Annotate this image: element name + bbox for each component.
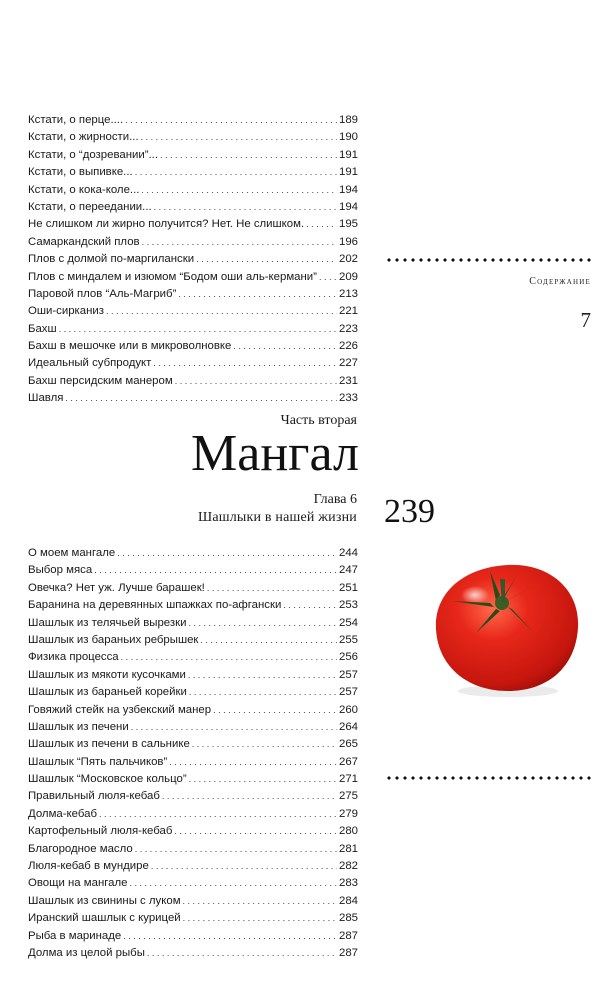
dot-leader bbox=[233, 338, 337, 355]
dot-leader bbox=[162, 788, 337, 805]
toc-entry bbox=[28, 771, 358, 788]
toc-entry bbox=[28, 754, 358, 771]
toc-entry-page: 209 bbox=[338, 270, 358, 283]
toc-entry bbox=[28, 632, 358, 649]
toc-entry bbox=[28, 355, 358, 372]
toc-entry-title: Кстати, о переедании... bbox=[28, 200, 152, 213]
dot-leader bbox=[147, 945, 337, 962]
toc-entry bbox=[28, 597, 358, 614]
dot-leader bbox=[142, 234, 337, 251]
dot-leader bbox=[188, 667, 337, 684]
toc-entry-title: Шашлык из печени в сальнике bbox=[28, 738, 190, 751]
toc-entry bbox=[28, 910, 358, 927]
chapter-label: Глава 6 bbox=[313, 492, 357, 507]
toc-entry-title: Шашлык “Пять пальчиков” bbox=[28, 755, 168, 768]
toc-entry-page: 280 bbox=[338, 825, 358, 838]
dot-leader bbox=[121, 649, 337, 666]
toc-entry-page: 255 bbox=[338, 633, 358, 646]
toc-entry-page: 195 bbox=[338, 218, 358, 231]
dot-leader bbox=[306, 216, 337, 233]
toc-entry-title: Физика процесса bbox=[28, 651, 119, 664]
toc-entry bbox=[28, 928, 358, 945]
toc-entry bbox=[28, 199, 358, 216]
toc-entry bbox=[28, 649, 358, 666]
toc-entry-title: Шашлык “Московское кольцо” bbox=[28, 773, 187, 786]
toc-entry-title: Долма-кебаб bbox=[28, 807, 97, 820]
toc-entry bbox=[28, 788, 358, 805]
toc-entry-page: 264 bbox=[338, 720, 358, 733]
toc-entry-title: Самаркандский плов bbox=[28, 235, 140, 248]
toc-entry bbox=[28, 719, 358, 736]
toc-entry-page: 213 bbox=[338, 287, 358, 300]
toc-entry-title: Рыба в маринаде bbox=[28, 929, 122, 942]
toc-entry bbox=[28, 684, 358, 701]
toc-entry bbox=[28, 234, 358, 251]
dot-leader bbox=[125, 112, 337, 129]
toc-entry-page: 253 bbox=[338, 599, 358, 612]
toc-entry-title: Бахш персидским манером bbox=[28, 374, 173, 387]
toc-entry-page: 283 bbox=[338, 877, 358, 890]
toc-entry-page: 282 bbox=[338, 860, 358, 873]
toc-entry-page: 244 bbox=[338, 547, 358, 559]
toc-entry-page: 223 bbox=[338, 322, 358, 335]
dot-leader bbox=[169, 754, 337, 771]
dot-leader bbox=[135, 841, 337, 858]
dot-leader bbox=[183, 910, 337, 927]
toc-entry-title: Бахш в мешочке или в микроволновке bbox=[28, 340, 232, 353]
toc-entry bbox=[28, 562, 358, 579]
toc-entry-page: 285 bbox=[338, 912, 358, 925]
toc-entry-page: 196 bbox=[338, 235, 358, 248]
chapter-title: Шашлыки в нашей жизни bbox=[198, 510, 357, 525]
dot-leader bbox=[94, 562, 337, 579]
toc-entry-title: Кстати, о выпивке... bbox=[28, 166, 133, 179]
toc-entry-title: Шашлык из бараньей корейки bbox=[28, 686, 187, 699]
toc-entry-title: Шашлык из телячьей вырезки bbox=[28, 616, 187, 629]
toc-entry-title: Люля-кебаб в мундире bbox=[28, 860, 149, 873]
toc-entry bbox=[28, 373, 358, 390]
toc-entry-page: 257 bbox=[338, 668, 358, 681]
toc-entry-page: 265 bbox=[338, 738, 358, 751]
toc-entry-title: Идеальный субпродукт bbox=[28, 357, 152, 370]
toc-entry-title: Картофельный люля-кебаб bbox=[28, 825, 173, 838]
toc-entry-title: Говяжий стейк на узбекский манер bbox=[28, 703, 212, 716]
dot-leader bbox=[141, 182, 337, 199]
toc-entry-title: Паровой плов “Аль-Магриб” bbox=[28, 287, 177, 300]
toc-entry bbox=[28, 667, 358, 684]
toc-entry-page: 287 bbox=[338, 946, 358, 959]
toc-entry bbox=[28, 858, 358, 875]
toc-entry-title: Шашлык из мякоти кусочками bbox=[28, 668, 186, 681]
toc-entry bbox=[28, 303, 358, 320]
toc-entry bbox=[28, 338, 358, 355]
toc-entry bbox=[28, 390, 358, 407]
toc-entry-title: Шашлык из свинины с луком bbox=[28, 894, 181, 907]
dotted-rule-top bbox=[385, 258, 595, 262]
toc-entry-page: 267 bbox=[338, 755, 358, 768]
dot-leader bbox=[189, 771, 337, 788]
toc-entry-page: 190 bbox=[338, 131, 358, 144]
toc-entry-title: Выбор мяса bbox=[28, 564, 93, 577]
toc-entry-page: 202 bbox=[338, 253, 358, 266]
toc-entry-title: Благородное масло bbox=[28, 842, 133, 855]
toc-entry-page: 231 bbox=[338, 374, 358, 387]
toc-entry-page: 221 bbox=[338, 305, 358, 318]
chapter-page-number: 239 bbox=[384, 493, 435, 530]
dotted-rule-bottom bbox=[385, 776, 595, 780]
toc-entry-page: 194 bbox=[338, 183, 358, 196]
toc-entry bbox=[28, 321, 358, 338]
part-title: Мангал bbox=[191, 425, 359, 482]
dot-leader bbox=[207, 580, 337, 597]
dot-leader bbox=[135, 164, 337, 181]
toc-entry-title: Плов с долмой по-маргилански bbox=[28, 253, 195, 266]
toc-entry bbox=[28, 147, 358, 164]
toc-entry bbox=[28, 702, 358, 719]
toc-entry bbox=[28, 875, 358, 892]
toc-entry-page: 260 bbox=[338, 703, 358, 716]
toc-entry-page: 191 bbox=[338, 166, 358, 179]
dot-leader bbox=[189, 684, 337, 701]
toc-entry-page: 247 bbox=[338, 564, 358, 577]
dot-leader bbox=[151, 858, 337, 875]
toc-entry-title: Плов с миндалем и изюмом “Бодом оши аль-кермани” bbox=[28, 270, 317, 283]
dot-leader bbox=[200, 632, 337, 649]
dot-leader bbox=[65, 390, 337, 407]
toc-entry bbox=[28, 545, 358, 562]
toc-entry-page: 194 bbox=[338, 200, 358, 213]
toc-entry-page: 256 bbox=[338, 651, 358, 664]
dot-leader bbox=[99, 806, 337, 823]
dot-leader bbox=[178, 286, 337, 303]
toc-entry-page: 226 bbox=[338, 340, 358, 353]
toc-entry-title: Шавля bbox=[28, 392, 64, 405]
page-number: 7 bbox=[580, 308, 591, 332]
toc-entry-page: 251 bbox=[338, 581, 358, 594]
toc-entry bbox=[28, 945, 358, 962]
toc-entry-page: 191 bbox=[338, 148, 358, 161]
toc-entry-page: 287 bbox=[338, 929, 358, 942]
dot-leader bbox=[160, 147, 337, 164]
dot-leader bbox=[192, 736, 337, 753]
toc-entry bbox=[28, 251, 358, 268]
dot-leader bbox=[141, 129, 337, 146]
toc-list-second bbox=[28, 545, 358, 962]
toc-entry-title: Кстати, о “дозревании”... bbox=[28, 148, 159, 161]
dot-leader bbox=[319, 269, 337, 286]
toc-entry-page: 257 bbox=[338, 686, 358, 699]
toc-entry-title: Иранский шашлык с курицей bbox=[28, 912, 181, 925]
toc-entry-title: Кстати, о кока-коле... bbox=[28, 183, 140, 196]
tomato-image bbox=[430, 555, 585, 705]
dot-leader bbox=[174, 823, 337, 840]
toc-entry-title: О моем мангале bbox=[28, 547, 116, 559]
toc-entry-title: Оши-сирканиз bbox=[28, 305, 104, 318]
toc-entry-title: Шашлык из бараньих ребрышек bbox=[28, 633, 199, 646]
dot-leader bbox=[153, 355, 337, 372]
toc-entry bbox=[28, 736, 358, 753]
dot-leader bbox=[154, 199, 337, 216]
toc-entry bbox=[28, 841, 358, 858]
toc-entry bbox=[28, 286, 358, 303]
dot-leader bbox=[129, 875, 337, 892]
toc-entry-title: Бахш bbox=[28, 322, 57, 335]
toc-entry bbox=[28, 112, 358, 129]
toc-entry bbox=[28, 216, 358, 233]
dot-leader bbox=[196, 251, 337, 268]
toc-entry-page: 233 bbox=[338, 392, 358, 405]
toc-entry bbox=[28, 893, 358, 910]
toc-entry-page: 254 bbox=[338, 616, 358, 629]
toc-entry bbox=[28, 182, 358, 199]
toc-entry-title: Кстати, о перце.... bbox=[28, 114, 124, 126]
dot-leader bbox=[188, 615, 337, 632]
running-head: Содержание bbox=[529, 276, 591, 287]
dot-leader bbox=[175, 373, 337, 390]
toc-entry-title: Шашлык из печени bbox=[28, 720, 129, 733]
toc-entry-page: 284 bbox=[338, 894, 358, 907]
toc-entry-title: Овечка? Нет уж. Лучше барашек! bbox=[28, 581, 205, 594]
part-label: Часть вторая bbox=[280, 413, 357, 428]
toc-entry-title: Долма из целой рыбы bbox=[28, 946, 145, 959]
toc-entry-page: 189 bbox=[338, 114, 358, 126]
toc-entry-page: 281 bbox=[338, 842, 358, 855]
toc-entry-page: 271 bbox=[338, 773, 358, 786]
toc-entry bbox=[28, 269, 358, 286]
dot-leader bbox=[117, 545, 337, 562]
toc-entry bbox=[28, 580, 358, 597]
toc-entry bbox=[28, 129, 358, 146]
toc-entry bbox=[28, 615, 358, 632]
dot-leader bbox=[106, 303, 337, 320]
toc-entry-page: 279 bbox=[338, 807, 358, 820]
toc-entry-page: 227 bbox=[338, 357, 358, 370]
toc-entry-title: Правильный люля-кебаб bbox=[28, 790, 160, 803]
dot-leader bbox=[123, 928, 337, 945]
toc-list-first bbox=[28, 112, 358, 408]
dot-leader bbox=[213, 702, 337, 719]
toc-entry-page: 275 bbox=[338, 790, 358, 803]
dot-leader bbox=[131, 719, 337, 736]
toc-entry bbox=[28, 806, 358, 823]
toc-entry-title: Баранина на деревянных шпажках по-афгански bbox=[28, 599, 282, 612]
toc-entry bbox=[28, 823, 358, 840]
toc-entry-title: Не слишком ли жирно получится? Нет. Не слишком. bbox=[28, 218, 305, 231]
toc-entry-title: Кстати, о жирности... bbox=[28, 131, 139, 144]
dot-leader bbox=[59, 321, 337, 338]
toc-entry bbox=[28, 164, 358, 181]
dot-leader bbox=[183, 893, 337, 910]
dot-leader bbox=[283, 597, 337, 614]
toc-entry-title: Овощи на мангале bbox=[28, 877, 128, 890]
